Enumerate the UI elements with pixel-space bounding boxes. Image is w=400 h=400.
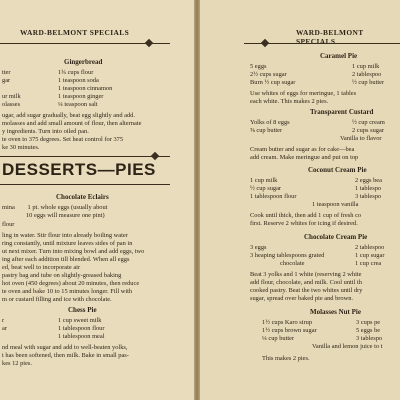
coconut-text-line: first. Reserve 2 whites for icing if desired.: [250, 220, 358, 227]
eclairs-line: 10 eggs will measure one pint): [2, 212, 105, 219]
right-page: [200, 0, 400, 400]
eclairs-line: ling in water. Stir flour into already boiling water: [2, 232, 128, 239]
ingredient-left: 1½ cups brown sugar: [262, 327, 317, 334]
ingredient-right: 1 tablespoon meal: [58, 333, 105, 340]
ingredient-right: ½ cup butter: [352, 79, 385, 86]
eclairs-line: ed, beat well to incorporate air: [2, 264, 81, 271]
gingerbread-text-line: ugar, add sugar gradually, beat egg slightly and add.: [2, 112, 135, 119]
ingredient-left: ⅝ cup butter: [250, 127, 283, 134]
ingredient-left: ur milk: [2, 93, 21, 100]
ingredient-right: ½ cup cream: [352, 119, 385, 126]
ingredient-left: ar: [2, 325, 7, 332]
eclairs-line: ring constantly, until mixture leaves sides of pan in: [2, 240, 133, 247]
ingredient-right: 3 cups pe: [356, 319, 381, 326]
gingerbread-title: Gingerbread: [64, 58, 103, 66]
ingredient-right: 2 tablespoo: [352, 71, 382, 78]
ingredient-left: Burn ½ cup sugar: [250, 79, 296, 86]
eclairs-line: flour: [2, 221, 15, 228]
ingredient-left: chocolate: [280, 260, 305, 267]
molasses-text-line: This makes 2 pies.: [262, 355, 310, 362]
eclairs-line: pastry bag and tube on slightly-greased baking: [2, 272, 122, 279]
ingredient-right: 2 tablespoo: [355, 244, 385, 251]
chess-text-line: kes 12 pies.: [2, 360, 32, 367]
gingerbread-text-line: molasses and add small amount of flour, then alternate: [2, 120, 142, 127]
eclairs-line: ut next mixer. Turn into mixing bowl and add eggs, two: [2, 248, 145, 255]
ingredient-right: 1 tablespoon flour: [58, 325, 105, 332]
eclairs-line: mina 1 pt. whole eggs (usually about: [2, 204, 108, 211]
gingerbread-text-line: te oven to 375 degrees. Set heat control for 375: [2, 136, 124, 143]
ingredient-right: 1 cup milk: [352, 63, 380, 70]
chess-pie-title: Chess Pie: [68, 306, 97, 314]
ingredient-left: 1 tablespoon flour: [250, 193, 297, 200]
ingredient-left: 5 eggs: [250, 63, 267, 70]
left-page: [0, 0, 194, 400]
right-page-header: WARD-BELMONT SPECIALS: [296, 28, 364, 46]
right-header-rule: [244, 43, 400, 44]
chocolate-cream-text-line: Beat 3 yolks and 1 white (reserving 2 white: [250, 271, 362, 278]
gingerbread-text-line: ke 30 minutes.: [2, 144, 40, 151]
chocolate-cream-text-line: sugar, spread over baked pie and brown.: [250, 295, 354, 302]
ingredient-right: 5 eggs be: [356, 327, 381, 334]
molasses-text-line: Vanilla and lemon juice to t: [312, 343, 383, 350]
ingredient-right: 1 teaspoon vanilla: [312, 201, 359, 208]
section-rule-top: [0, 156, 170, 157]
caramel-text-line: Use whites of eggs for meringue, 1 tables: [250, 90, 357, 97]
ingredient-left: 1½ cups Karo sirup: [262, 319, 313, 326]
ingredient-left: Yolks of 8 eggs: [250, 119, 290, 126]
ingredient-left: 3 eggs: [250, 244, 267, 251]
section-title: DESSERTS—PIES: [2, 160, 156, 179]
chocolate-cream-text-line: add flour, chocolate, and milk. Cool until th: [250, 279, 362, 286]
ingredient-left: 1 cup milk: [250, 177, 278, 184]
ingredient-right: 3 tablespo: [356, 335, 383, 342]
ingredient-right: 1 teaspoon ginger: [58, 93, 104, 100]
eclairs-line: te oven and bake 10 to 15 minutes longer. Fill with: [2, 288, 133, 295]
caramel-text-line: each white. This makes 2 pies.: [250, 98, 329, 105]
ingredient-right: 1 teaspoon cinnamon: [58, 85, 113, 92]
caramel-pie-title: Caramel Pie: [320, 52, 358, 60]
eclairs-line: hot oven (450 degrees) about 20 minutes, then reduce: [2, 280, 140, 287]
ingredient-left: r: [2, 317, 5, 324]
ingredient-right: 1 teaspoon soda: [58, 77, 99, 84]
custard-text-line: add cream. Make meringue and put on top: [250, 154, 359, 161]
chess-text-line: nd meal with sugar and add to well-beaten yolks,: [2, 344, 128, 351]
chocolate-cream-text-line: cooked pastry. Beat the two whites until dry: [250, 287, 363, 294]
section-rule-bottom: [0, 184, 170, 185]
gingerbread-text-line: y ingredients. Turn into oiled pan.: [2, 128, 89, 135]
coconut-text-line: Cook until thick, then add 1 cup of fresh co: [250, 212, 362, 219]
ingredient-right: 3 tablespo: [355, 193, 382, 200]
ingredient-right: 2 eggs bea: [355, 177, 382, 184]
ingredient-left: gar: [2, 77, 11, 84]
ingredient-right: 1 cup sugar: [355, 252, 385, 259]
ingredient-left: olasses: [2, 101, 21, 108]
coconut-pie-title: Coconut Cream Pie: [308, 166, 367, 174]
ingredient-left: 3 heaping tablespoons grated: [250, 252, 325, 259]
ingredient-left: 2½ cups sugar: [250, 71, 287, 78]
ingredient-right: 1 tablespo: [355, 185, 382, 192]
chess-text-line: t has been softened, then milk. Bake in small pas-: [2, 352, 129, 359]
custard-title: Transparent Custard: [310, 108, 374, 116]
ingredient-left: tter: [2, 69, 11, 76]
eclairs-title: Chocolate Eclairs: [56, 193, 109, 201]
chocolate-cream-pie-title: Chocolate Cream Pie: [304, 233, 368, 241]
ingredient-right: 2 cups sugar: [352, 127, 384, 134]
ingredient-right: 1 cup sweet milk: [58, 317, 102, 324]
custard-text-line: Cream butter and sugar as for cake—bea: [250, 146, 355, 153]
eclairs-line: ing after each addition till blended. When all eggs: [2, 256, 130, 263]
molasses-nut-pie-title: Molasses Nut Pie: [310, 308, 361, 316]
ingredient-right: 1 cup crea: [355, 260, 382, 267]
ingredient-left: ½ cup sugar: [250, 185, 282, 192]
ingredient-left: ¼ cup butter: [262, 335, 295, 342]
left-page-header: WARD-BELMONT SPECIALS: [20, 28, 130, 37]
ingredient-right: ¼ teaspoon salt: [58, 101, 98, 108]
ingredient-right: Vanilla to flavor: [340, 135, 382, 142]
left-header-rule: [0, 43, 170, 44]
ingredient-right: 1¾ cups flour: [58, 69, 94, 76]
eclairs-line: m or custard filling and ice with chocolate.: [2, 296, 112, 303]
